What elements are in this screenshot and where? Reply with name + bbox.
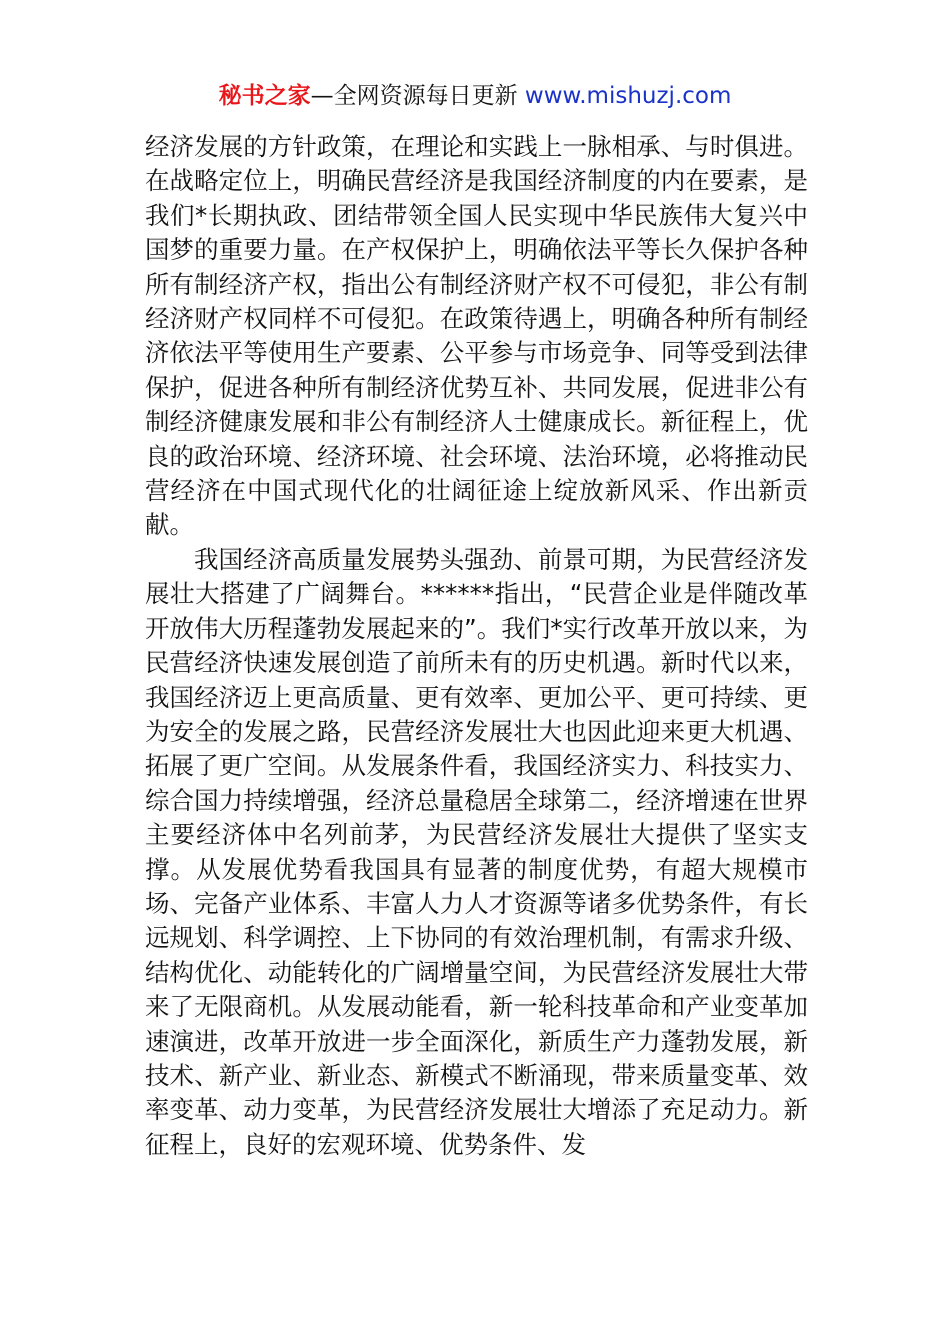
- document-body: [145, 130, 808, 1162]
- site-url-link[interactable]: www.mishuzj.com: [524, 83, 732, 109]
- paragraph: 我国经济高质量发展势头强劲、前景可期，为民营经济发展壮大搭建了广阔舞台。******指出，“民营企业是伴随改革开放伟大历程蓬勃发展起来的”。我们*实行改革开放以来，为民营经济快速发展创造了前所未有的历史机遇。新时代以来，我国经济迈上更高质量、更有效率、更加公平、更可持续、更为安全的发展之路，民营经济发展壮大也因此迎来更大机遇、拓展了更广空间。从发展条件看，我国经济实力、科技实力、综合国力持续增强，经济总量稳居全球第二，经济增速在世界主要经济体中名列前茅，为民营经济发展壮大提供了坚实支撑。从发展优势看我国具有显著的制度优势，有超大规模市场、完备产业体系、丰富人力人才资源等诸多优势条件，有长远规划、科学调控、上下协同的有效治理机制，有需求升级、结构优化、动能转化的广阔增量空间，为民营经济发展壮大带来了无限商机。从发展动能看，新一轮科技革命和产业变革加速演进，改革开放进一步全面深化，新质生产力蓬勃发展，新技术、新产业、新业态、新模式不断涌现，带来质量变革、效率变革、动力变革，为民营经济发展壮大增添了充足动力。新征程上，良好的宏观环境、优势条件、发: [145, 544, 808, 1159]
- brand-name: 秘书之家: [218, 83, 311, 109]
- header-tagline: —全网资源每日更新: [310, 83, 518, 109]
- paragraph-continuation: 经济发展的方针政策，在理论和实践上一脉相承、与时俱进。在战略定位上，明确民营经济是我国经济制度的内在要素，是我们*长期执政、团结带领全国人民实现中华民族伟大复兴中国梦的重要力量。在产权保护上，明确依法平等长久保护各种所有制经济产权，指出公有制经济财产权不可侵犯，非公有制经济财产权同样不可侵犯。在政策待遇上，明确各种所有制经济依法平等使用生产要素、公平参与市场竞争、同等受到法律保护，促进各种所有制经济优势互补、共同发展，促进非公有制经济健康发展和非公有制经济人士健康成长。新征程上，优良的政治环境、经济环境、社会环境、法治环境，必将推动民营经济在中国式现代化的壮阔征途上绽放新风采、作出新贡献。: [145, 132, 808, 540]
- page-header: [0, 78, 950, 114]
